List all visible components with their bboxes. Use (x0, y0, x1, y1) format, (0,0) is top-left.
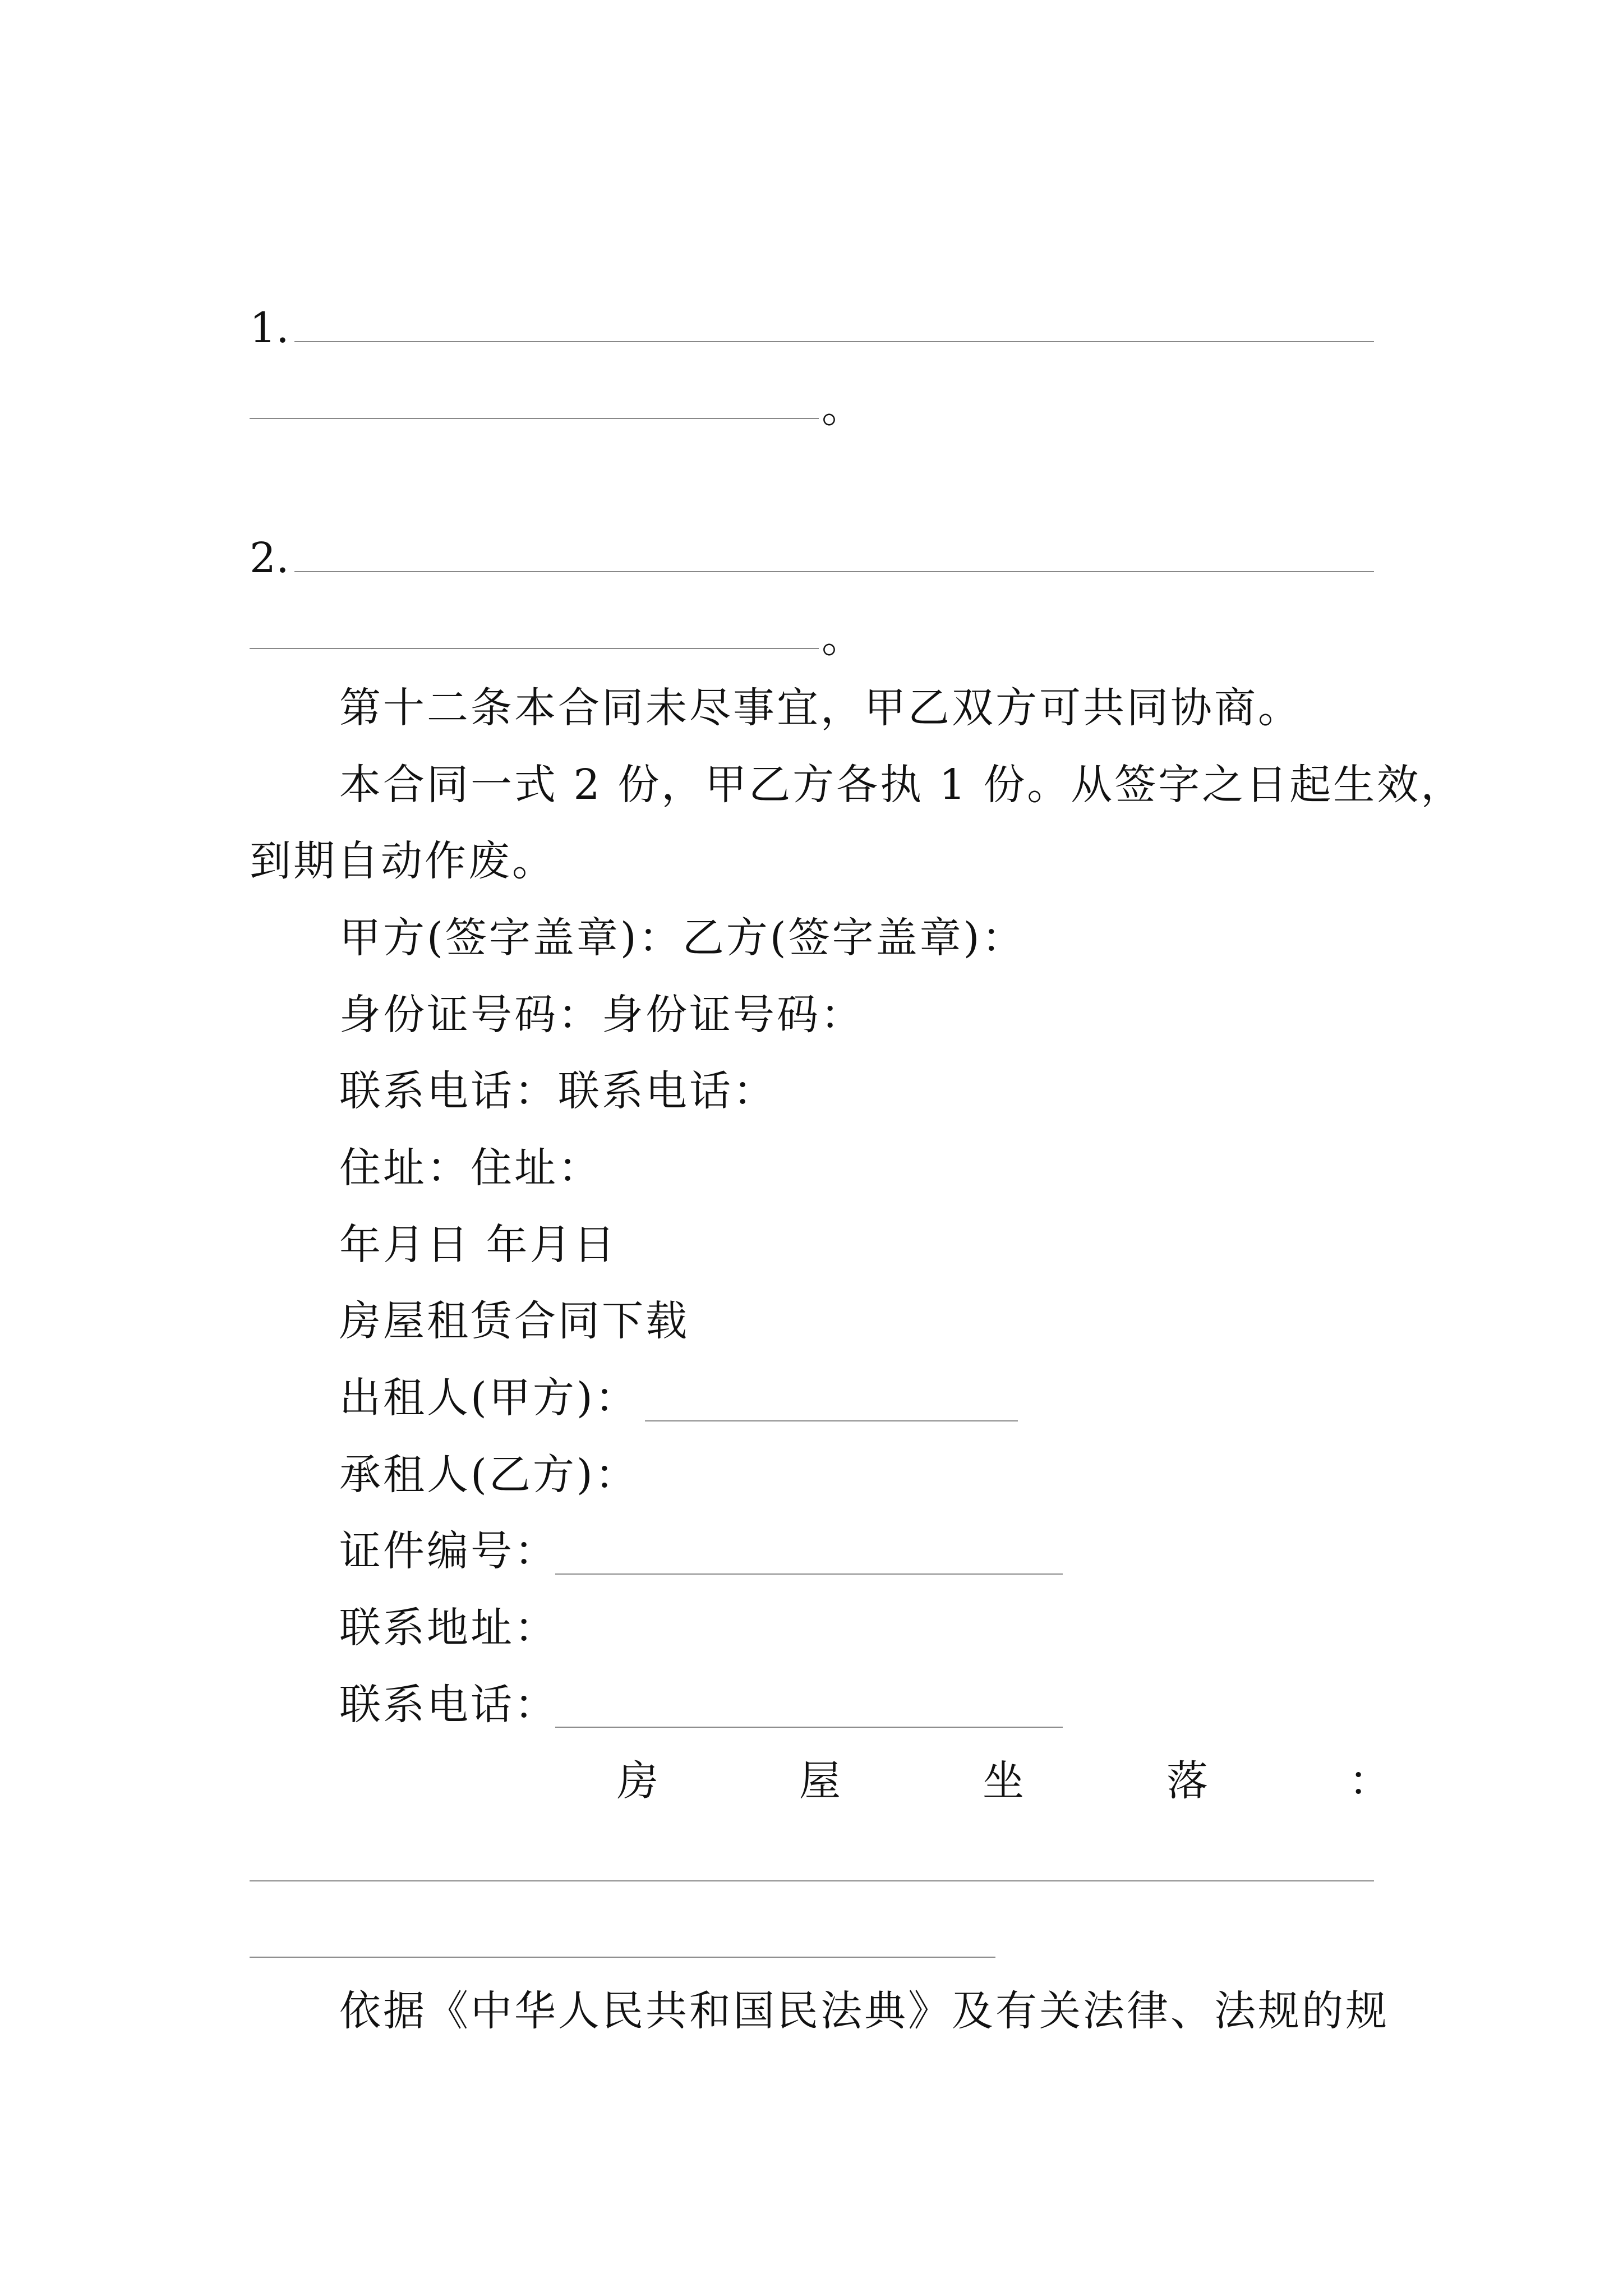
location-char-2: 屋 (799, 1757, 841, 1805)
location-blank-1 (250, 1880, 1374, 1881)
item-end-mark-2: 。 (822, 614, 863, 662)
contact-address-label: 联系地址： (339, 1604, 558, 1652)
contract-title: 房屋租赁合同下载 (339, 1297, 689, 1345)
contact-phone-label: 联系电话： (339, 1681, 558, 1729)
article-12-text: 第十二条本合同未尽事宜，甲乙双方可共同协商。 (339, 684, 1302, 732)
phone-labels: 联系电话：联系电话： (339, 1067, 777, 1115)
location-blank-2 (250, 1957, 995, 1958)
item-number-2: 2. (250, 534, 289, 582)
lessor-blank (645, 1420, 1018, 1421)
id-number-labels: 身份证号码：身份证号码： (339, 991, 864, 1039)
blank-line-1b (250, 418, 819, 419)
item-number-1: 1. (250, 304, 289, 352)
location-char-3: 坐 (983, 1757, 1024, 1805)
date-labels: 年月日 年月日 (339, 1221, 617, 1269)
lessee-label: 承租人(乙方)： (339, 1451, 639, 1499)
certificate-number-blank (555, 1573, 1063, 1575)
address-labels: 住址：住址： (339, 1144, 602, 1192)
location-char-4: 落 (1166, 1757, 1208, 1805)
location-char-1: 房 (617, 1757, 658, 1805)
item-end-mark-1: 。 (822, 384, 863, 432)
certificate-number-label: 证件编号： (339, 1527, 558, 1575)
copies-text-line2: 到期自动作废。 (250, 837, 556, 885)
lessor-label: 出租人(甲方)： (339, 1374, 639, 1422)
copies-text-line1: 本合同一式 2 份，甲乙方各执 1 份。从签字之日起生效， (339, 761, 1465, 809)
contact-phone-blank (555, 1727, 1063, 1728)
signature-parties: 甲方(签字盖章)：乙方(签字盖章)： (339, 914, 1026, 962)
legal-basis-text: 依据《中华人民共和国民法典》及有关法律、法规的规 (339, 1987, 1389, 2035)
blank-line-2b (250, 648, 819, 649)
location-char-5: ： (1349, 1757, 1390, 1805)
blank-line-1a (294, 341, 1374, 342)
blank-line-2a (294, 571, 1374, 572)
